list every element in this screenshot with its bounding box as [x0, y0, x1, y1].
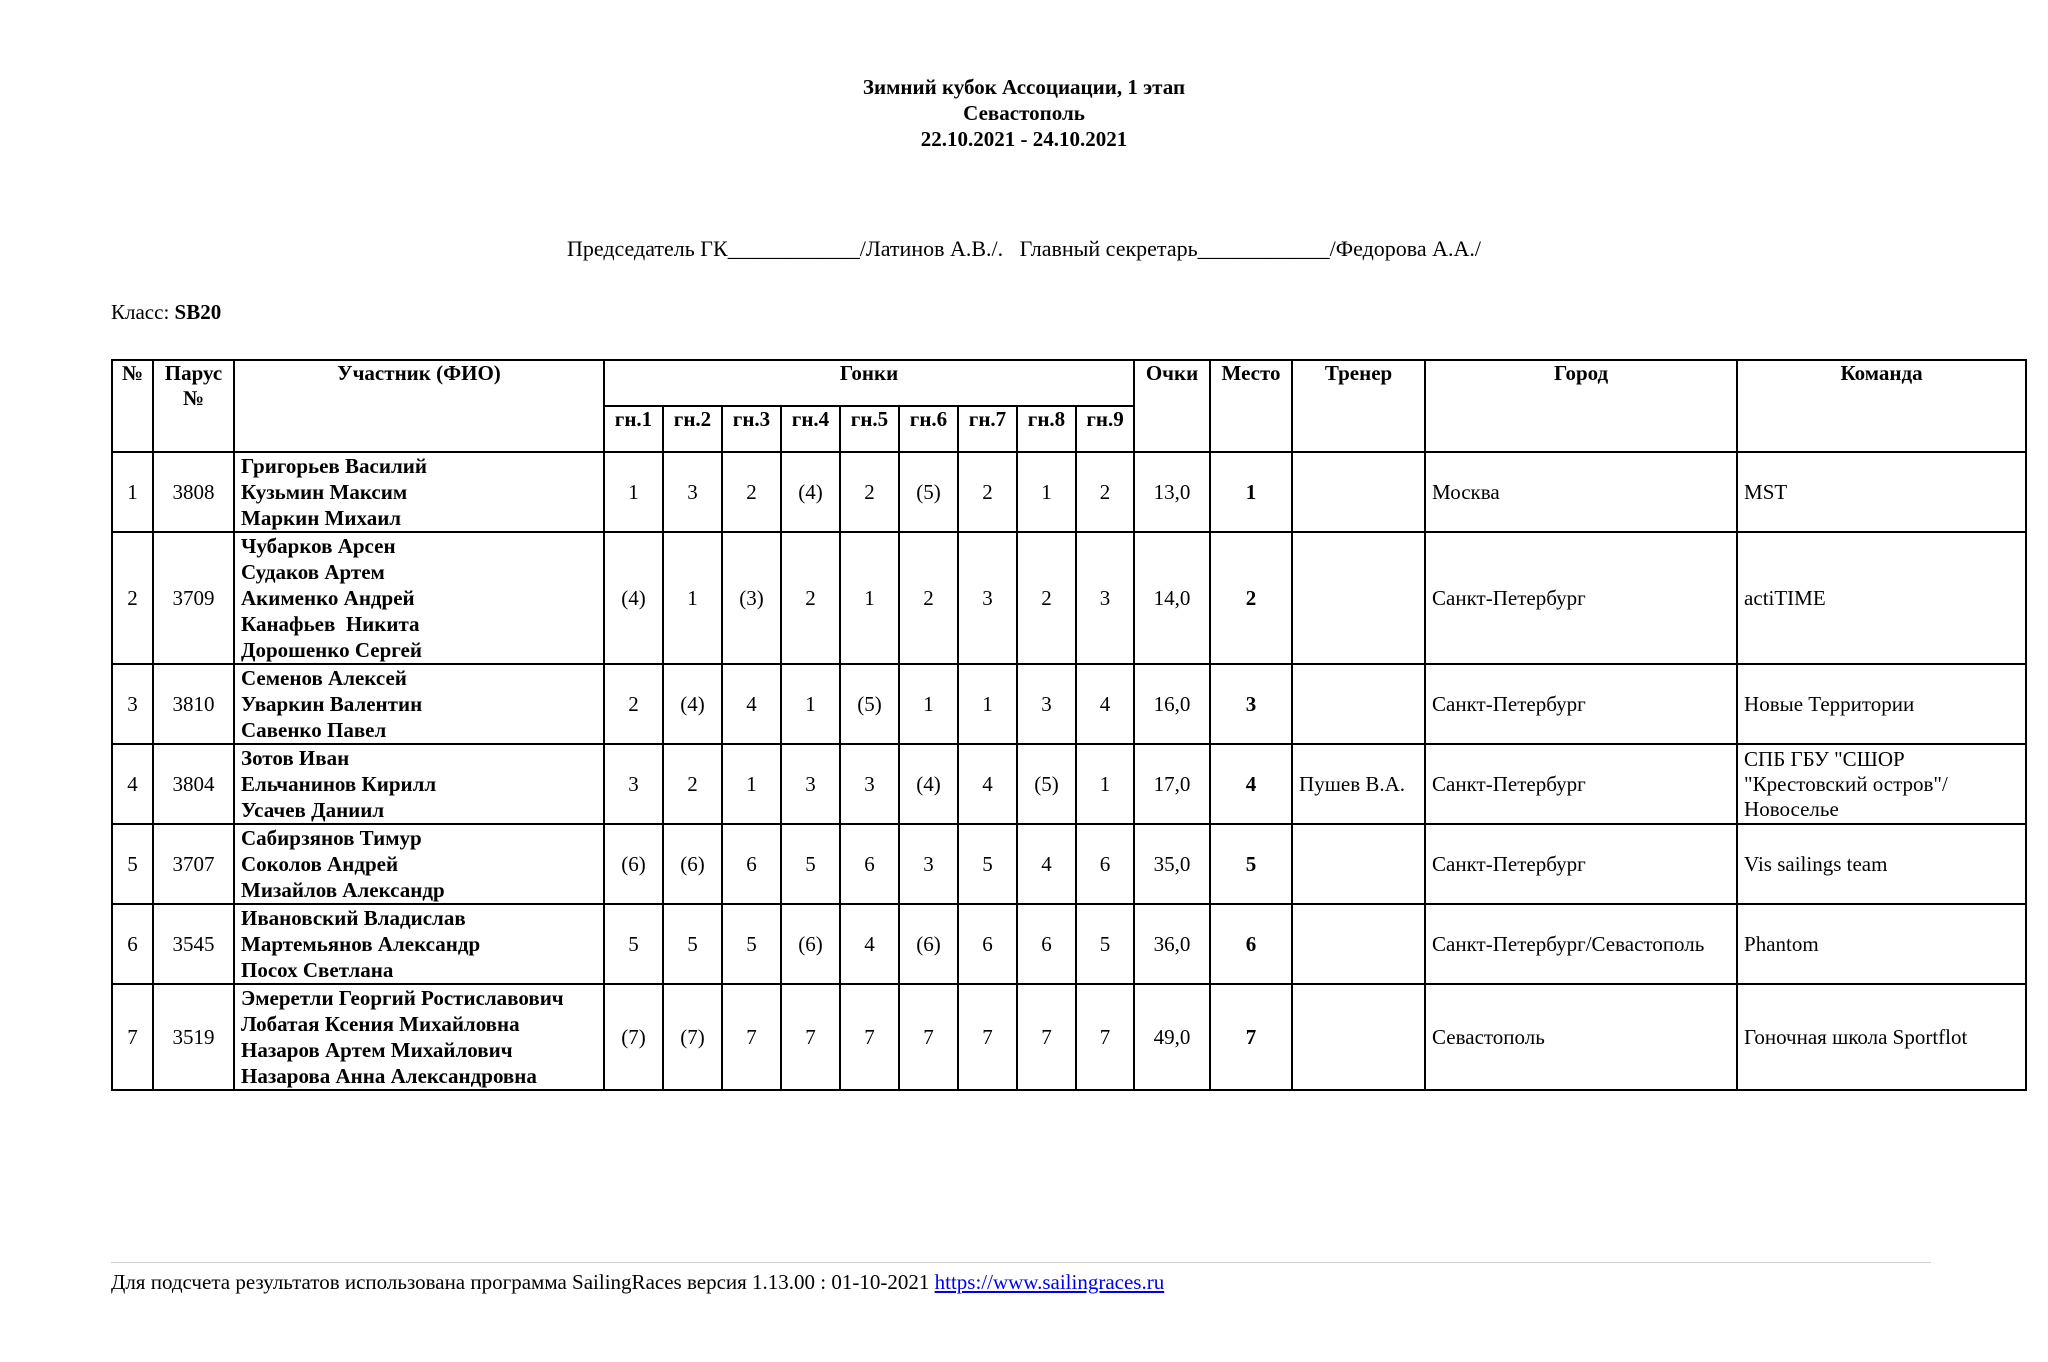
participant-name: Мартемьянов Александр: [241, 932, 481, 956]
race-score: 2: [958, 452, 1017, 532]
race-score: 6: [840, 824, 899, 904]
race-score: 3: [840, 744, 899, 824]
header-num: №: [112, 360, 153, 452]
table-row: [112, 744, 2026, 824]
coach: [1292, 984, 1425, 1090]
participant-name: Мизайлов Александр: [241, 878, 445, 902]
participant-name: Григорьев Василий: [241, 454, 427, 478]
race-score: 7: [1076, 984, 1134, 1090]
coach: [1292, 824, 1425, 904]
points: 17,0: [1134, 744, 1210, 824]
race-score: 6: [958, 904, 1017, 984]
race-score: 7: [781, 984, 840, 1090]
participants-cell: [234, 824, 604, 904]
signatures-line: [0, 236, 2048, 262]
row-num: 3: [112, 664, 153, 744]
city: Санкт-Петербург/Севастополь: [1425, 904, 1737, 984]
participant-name: Маркин Михаил: [241, 506, 402, 530]
table-row: [112, 904, 2026, 984]
event-dates: 22.10.2021 - 24.10.2021: [920, 127, 1128, 151]
race-score: 1: [663, 532, 722, 664]
race-score: 7: [840, 984, 899, 1090]
participant-name: Семенов Алексей: [241, 666, 407, 690]
secretary-name: /Федорова А.А./: [1329, 236, 1482, 261]
race-score: 3: [958, 532, 1017, 664]
participants-cell: [234, 744, 604, 824]
coach: [1292, 452, 1425, 532]
race-score: (5): [899, 452, 958, 532]
city: Санкт-Петербург: [1425, 824, 1737, 904]
place: 6: [1210, 904, 1292, 984]
race-score: (6): [604, 824, 663, 904]
participants-cell: [234, 452, 604, 532]
chair-label: Председатель ГК: [566, 236, 728, 261]
team: actiTIME: [1737, 532, 2026, 664]
participant-name: Акименко Андрей: [241, 586, 415, 610]
race-score: 2: [1076, 452, 1134, 532]
participant-name: Усачев Даниил: [241, 798, 385, 822]
participant-name: Зотов Иван: [241, 746, 350, 770]
header-coach: Тренер: [1292, 360, 1425, 452]
participant-name: Сабирзянов Тимур: [241, 826, 422, 850]
participant-name: Назаров Артем Михайлович: [241, 1038, 513, 1062]
header-race-2: гн.2: [663, 406, 722, 452]
city: Санкт-Петербург: [1425, 744, 1737, 824]
race-score: 2: [899, 532, 958, 664]
race-score: 7: [1017, 984, 1076, 1090]
team: MST: [1737, 452, 2026, 532]
race-score: 5: [1076, 904, 1134, 984]
row-num: 1: [112, 452, 153, 532]
participant-name: Ивановский Владислав: [241, 906, 466, 930]
row-num: 5: [112, 824, 153, 904]
race-score: (3): [722, 532, 781, 664]
sail-number: 3804: [153, 744, 234, 824]
race-score: 7: [958, 984, 1017, 1090]
race-score: 1: [781, 664, 840, 744]
race-score: 7: [722, 984, 781, 1090]
race-score: 2: [663, 744, 722, 824]
header-race-5: гн.5: [840, 406, 899, 452]
points: 13,0: [1134, 452, 1210, 532]
header-participant: Участник (ФИО): [234, 360, 604, 452]
place: 4: [1210, 744, 1292, 824]
results-body: [112, 452, 2026, 1090]
race-score: (4): [899, 744, 958, 824]
header-city: Город: [1425, 360, 1737, 452]
race-score: 3: [1076, 532, 1134, 664]
coach: [1292, 904, 1425, 984]
participant-name: Соколов Андрей: [241, 852, 399, 876]
results-table: [111, 359, 2027, 1091]
race-score: 4: [1017, 824, 1076, 904]
participant-name: Дорошенко Сергей: [241, 638, 422, 662]
sail-number: 3810: [153, 664, 234, 744]
place: 7: [1210, 984, 1292, 1090]
team: Phantom: [1737, 904, 2026, 984]
race-score: 2: [604, 664, 663, 744]
race-score: 5: [781, 824, 840, 904]
race-score: (6): [899, 904, 958, 984]
race-score: 6: [1076, 824, 1134, 904]
participants-cell: [234, 532, 604, 664]
team: Гоночная школа Sportflot: [1737, 984, 2026, 1090]
participant-name: Эмеретли Георгий Ростиславович: [241, 986, 564, 1010]
header-race-3: гн.3: [722, 406, 781, 452]
race-score: (7): [604, 984, 663, 1090]
race-score: 5: [604, 904, 663, 984]
row-num: 2: [112, 532, 153, 664]
document-header: [0, 74, 2048, 152]
chair-name: /Латинов А.В./.: [859, 236, 1004, 261]
header-sail: Парус №: [153, 360, 234, 452]
points: 14,0: [1134, 532, 1210, 664]
race-score: 4: [958, 744, 1017, 824]
participant-name: Уваркин Валентин: [241, 692, 423, 716]
points: 49,0: [1134, 984, 1210, 1090]
race-score: 1: [899, 664, 958, 744]
row-num: 6: [112, 904, 153, 984]
header-points: Очки: [1134, 360, 1210, 452]
place: 2: [1210, 532, 1292, 664]
participant-name: Чубарков Арсен: [241, 534, 396, 558]
participants-cell: [234, 904, 604, 984]
race-score: (5): [840, 664, 899, 744]
header-race-8: гн.8: [1017, 406, 1076, 452]
sail-number: 3545: [153, 904, 234, 984]
team: СПБ ГБУ "СШОР "Крестовский остров"/Новоселье: [1737, 744, 2026, 824]
points: 35,0: [1134, 824, 1210, 904]
race-score: (4): [663, 664, 722, 744]
race-score: 5: [722, 904, 781, 984]
race-score: (6): [663, 824, 722, 904]
city: Санкт-Петербург: [1425, 664, 1737, 744]
race-score: 3: [1017, 664, 1076, 744]
sail-number: 3709: [153, 532, 234, 664]
footer: [111, 1270, 1164, 1295]
participant-name: Посох Светлана: [241, 958, 394, 982]
race-score: 3: [899, 824, 958, 904]
header-race-6: гн.6: [899, 406, 958, 452]
race-score: 3: [604, 744, 663, 824]
race-score: 1: [840, 532, 899, 664]
row-num: 7: [112, 984, 153, 1090]
place: 1: [1210, 452, 1292, 532]
race-score: 1: [1076, 744, 1134, 824]
participants-cell: [234, 984, 604, 1090]
race-score: (4): [781, 452, 840, 532]
race-score: 1: [604, 452, 663, 532]
class-label: Класс:: [111, 300, 170, 324]
chair-signature-line: ____________: [727, 236, 860, 261]
event-title: Зимний кубок Ассоциации, 1 этап: [862, 75, 1186, 99]
table-row: [112, 984, 2026, 1090]
race-score: (4): [604, 532, 663, 664]
secretary-signature-line: ____________: [1197, 236, 1330, 261]
header-races: Гонки: [604, 360, 1134, 406]
participant-name: Судаков Артем: [241, 560, 385, 584]
race-score: 6: [1017, 904, 1076, 984]
points: 36,0: [1134, 904, 1210, 984]
event-city: Севастополь: [963, 101, 1085, 125]
coach: Пушев В.А.: [1292, 744, 1425, 824]
race-score: 7: [899, 984, 958, 1090]
footer-link[interactable]: https://www.sailingraces.ru: [934, 1270, 1165, 1294]
race-score: 4: [722, 664, 781, 744]
place: 5: [1210, 824, 1292, 904]
race-score: 4: [1076, 664, 1134, 744]
race-score: 2: [781, 532, 840, 664]
team: Vis sailings team: [1737, 824, 2026, 904]
team: Новые Территории: [1737, 664, 2026, 744]
coach: [1292, 532, 1425, 664]
participant-name: Савенко Павел: [241, 718, 387, 742]
race-score: 1: [1017, 452, 1076, 532]
points: 16,0: [1134, 664, 1210, 744]
secretary-label: Главный секретарь: [1019, 236, 1198, 261]
participant-name: Ельчанинов Кирилл: [241, 772, 437, 796]
header-place: Место: [1210, 360, 1292, 452]
class-value: SB20: [174, 300, 222, 324]
race-score: (7): [663, 984, 722, 1090]
race-score: 6: [722, 824, 781, 904]
race-score: 2: [722, 452, 781, 532]
race-score: (6): [781, 904, 840, 984]
row-num: 4: [112, 744, 153, 824]
race-score: 4: [840, 904, 899, 984]
race-score: (5): [1017, 744, 1076, 824]
footer-text: Для подсчета результатов использована программа SailingRaces версия 1.13.00 : 01-10-2021: [111, 1270, 930, 1294]
footer-divider: [111, 1262, 1931, 1263]
race-score: 2: [840, 452, 899, 532]
table-row: [112, 664, 2026, 744]
header-race-9: гн.9: [1076, 406, 1134, 452]
race-score: 1: [722, 744, 781, 824]
header-team: Команда: [1737, 360, 2026, 452]
race-score: 5: [958, 824, 1017, 904]
race-score: 2: [1017, 532, 1076, 664]
table-row: [112, 532, 2026, 664]
participant-name: Канафьев Никита: [241, 612, 420, 636]
city: Москва: [1425, 452, 1737, 532]
city: Санкт-Петербург: [1425, 532, 1737, 664]
race-score: 5: [663, 904, 722, 984]
table-row: [112, 824, 2026, 904]
table-row: [112, 452, 2026, 532]
place: 3: [1210, 664, 1292, 744]
participant-name: Назарова Анна Александровна: [241, 1064, 537, 1088]
race-score: 1: [958, 664, 1017, 744]
participant-name: Кузьмин Максим: [241, 480, 408, 504]
sail-number: 3707: [153, 824, 234, 904]
coach: [1292, 664, 1425, 744]
class-line: [111, 300, 221, 325]
participants-cell: [234, 664, 604, 744]
header-race-7: гн.7: [958, 406, 1017, 452]
sail-number: 3519: [153, 984, 234, 1090]
participant-name: Лобатая Ксения Михайловна: [241, 1012, 520, 1036]
race-score: 3: [781, 744, 840, 824]
race-score: 3: [663, 452, 722, 532]
header-row: [112, 360, 2026, 406]
header-race-4: гн.4: [781, 406, 840, 452]
city: Севастополь: [1425, 984, 1737, 1090]
header-race-1: гн.1: [604, 406, 663, 452]
sail-number: 3808: [153, 452, 234, 532]
